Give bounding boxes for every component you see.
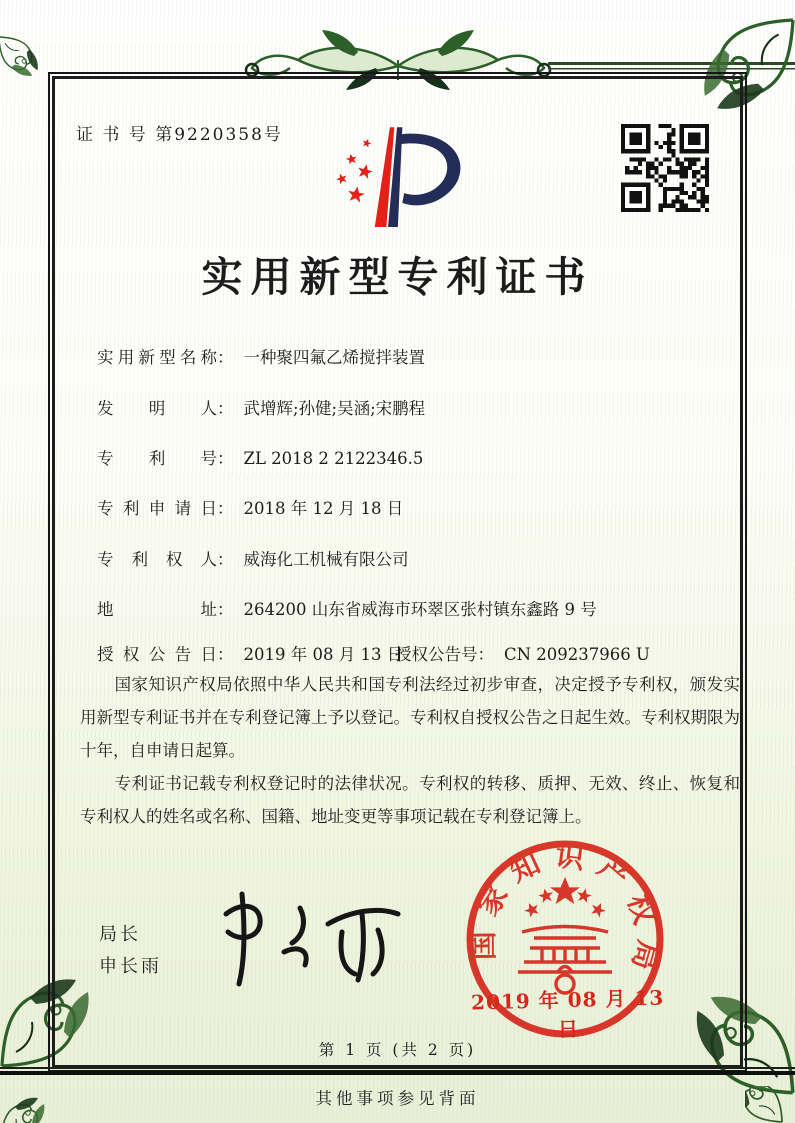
field-colon: ： (217, 645, 234, 664)
field-value: 武增辉;孙健;吴涵;宋鹏程 (243, 399, 426, 418)
body-paragraph-1: 国家知识产权局依照中华人民共和国专利法经过初步审查，决定授予专利权，颁发实用新型专利证书并在专利登记簿上予以登记。专利权自授权公告之日起生效。专利权期限为十年，自申请日起算。 (80, 675, 740, 760)
grant-date-value: 2019 年 08 月 13 日 (243, 645, 404, 664)
field-colon: ： (217, 600, 234, 619)
legal-text (80, 668, 740, 833)
seal-text: 国家知识产权局 (465, 838, 666, 986)
grant-date-label: 授权公告日 (97, 645, 217, 664)
cnipa-logo-icon (308, 120, 486, 236)
field-value: ZL 2018 2 2122346.5 (243, 449, 424, 468)
field-colon: ： (217, 449, 234, 468)
field-value: 264200 山东省威海市环翠区张村镇东鑫路 9 号 (243, 600, 597, 619)
field-label: 专利申请日 (97, 499, 217, 518)
sheet-edge-line-thin (0, 1067, 795, 1069)
grant-no-label: 授权公告号 (395, 645, 478, 664)
field-value: 2018 年 12 月 18 日 (243, 499, 404, 518)
seal-national-emblem (522, 877, 608, 919)
certificate-title: 实用新型专利证书 (201, 253, 594, 301)
field-value: 威海化工机械有限公司 (243, 550, 409, 569)
field-label: 专利号 (97, 449, 217, 468)
body-paragraph-2: 专利证书记载专利权登记时的法律状况。专利权的转移、质押、无效、终止、恢复和专利权人的姓名或名称、国籍、地址变更等事项记载在专利登记簿上。 (80, 774, 740, 826)
field-label: 地址 (97, 600, 217, 619)
signer-name: 申长雨 (99, 956, 162, 977)
sheet-edge-line-thick (0, 1071, 795, 1075)
field-row-patentee (97, 546, 409, 570)
field-label: 发明人 (97, 399, 217, 418)
field-row-patent-no (97, 445, 423, 469)
grant-row (97, 641, 650, 665)
field-colon: ： (217, 550, 234, 569)
qr-code (621, 124, 709, 212)
field-colon: ： (217, 348, 234, 367)
seal-date: 2019 年 08 月 13 日 (470, 985, 665, 1042)
field-colon: ： (477, 645, 494, 664)
back-note: 其他事项参见背面 (315, 1089, 480, 1108)
grant-no-group (395, 641, 650, 665)
field-row-filing-date (97, 495, 403, 519)
field-row-name (97, 344, 425, 368)
field-colon: ： (217, 499, 234, 518)
page-indicator: 第 1 页 (共 2 页) (318, 1041, 477, 1059)
field-row-address (97, 596, 597, 620)
handwritten-signature-icon (212, 880, 412, 995)
signer-title: 局长 (99, 924, 141, 945)
field-value: 一种聚四氟乙烯搅拌装置 (243, 348, 425, 367)
field-row-inventors (97, 395, 425, 419)
field-colon: ： (217, 399, 234, 418)
grant-no-value: CN 209237966 U (504, 645, 650, 664)
field-label: 实用新型名称 (97, 348, 217, 367)
certificate-number: 证 书 号 第9220358号 (76, 125, 283, 145)
field-label: 专利权人 (97, 550, 217, 569)
